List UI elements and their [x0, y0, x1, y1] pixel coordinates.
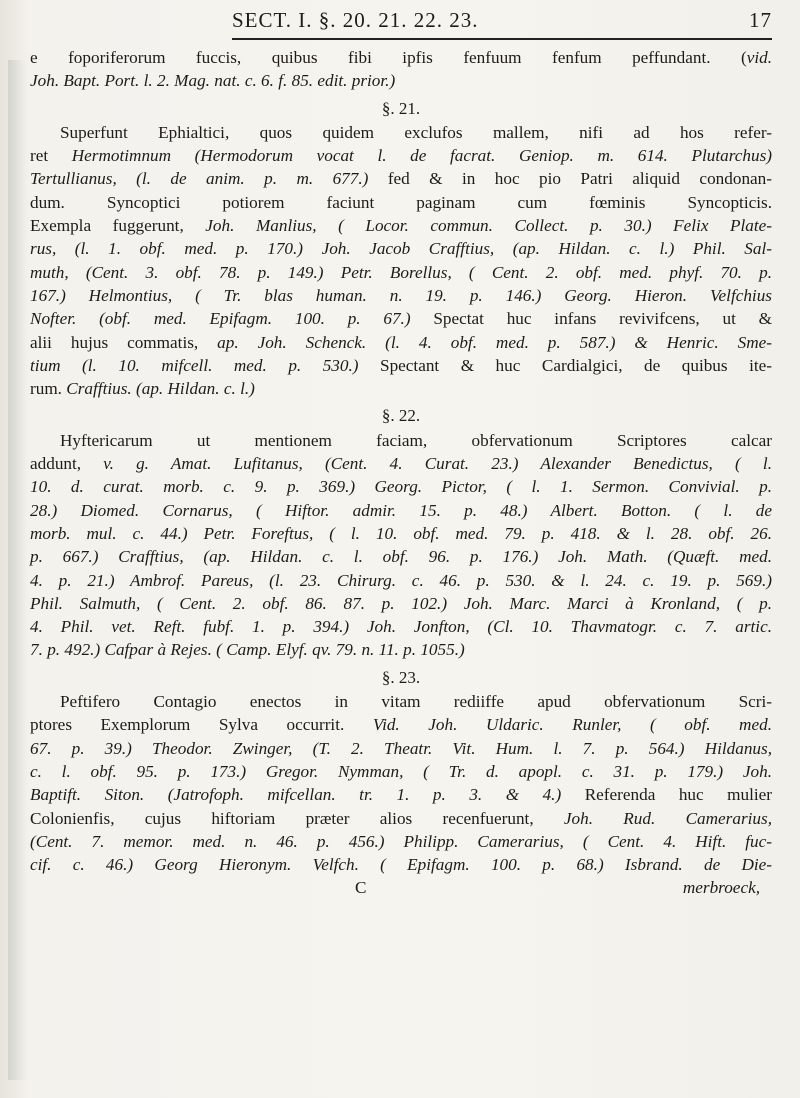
paragraph-21-line: dum. Syncoptici potiorem faciunt paginam cum fœminis Syncopticis. [30, 192, 772, 212]
section-heading-23: §. 23. [381, 667, 421, 687]
paragraph-21-line: rum. Crafftius. (ap. Hildan. c. l.) [30, 379, 255, 399]
paragraph-21-line: ret Hermotimnum (Hermodorum vocat l. de facrat. Geniop. m. 614. Plutarchus) [30, 146, 772, 166]
paragraph-23-line: Colonienfis, cujus hiftoriam præter alios recenfuerunt, Joh. Rud. Camerarius, [30, 808, 772, 828]
paragraph-22-line: 28.) Diomed. Cornarus, ( Hiftor. admir. 15. p. 48.) Albert. Botton. ( l. de [30, 500, 772, 520]
paragraph-21-line: Nofter. (obf. med. Epifagm. 100. p. 67.) Spectat huc infans revivifcens, ut & [30, 309, 772, 329]
paragraph-23-line: Peftifero Contagio enectos in vitam rediiffe apud obfervationum Scri- [60, 692, 772, 712]
intro-line-1: e foporiferorum fuccis, quibus fibi ipfis fenfuum fenfum peffundant. (vid. [30, 48, 772, 67]
paragraph-22-line: 4. p. 21.) Ambrof. Pareus, (l. 23. Chirurg. c. 46. p. 530. & l. 24. c. 19. p. 569.) [30, 570, 772, 590]
paragraph-22-line: morb. mul. c. 44.) Petr. Foreftus, ( l. 10. obf. med. 79. p. 418. & l. 28. obf. 26. [30, 523, 772, 543]
paragraph-21-line: Tertullianus, (l. de anim. p. m. 677.) fed & in hoc pio Patri aliquid condonan- [30, 169, 772, 189]
paragraph-22-line: 7. p. 492.) Cafpar à Rejes. ( Camp. Elyf. qv. 79. n. 11. p. 1055.) [30, 640, 465, 660]
page-bleed-shadow [8, 60, 26, 1080]
paragraph-22-line: addunt, v. g. Amat. Lufitanus, (Cent. 4. Curat. 23.) Alexander Benedictus, ( l. [30, 454, 772, 474]
paragraph-21-line: rus, (l. 1. obf. med. p. 170.) Joh. Jacob Crafftius, (ap. Hildan. c. l.) Phil. Sal- [30, 239, 772, 259]
paragraph-22-line: Hyftericarum ut mentionem faciam, obfervationum Scriptores calcar [60, 430, 772, 450]
catchword: merbroeck, [682, 878, 760, 898]
running-head: SECT. I. §. 20. 21. 22. 23. [232, 8, 479, 32]
signature-mark: C [355, 878, 367, 898]
header-rule [232, 38, 772, 40]
paragraph-21-line: tium (l. 10. mifcell. med. p. 530.) Spectant & huc Cardialgici, de quibus ite- [30, 355, 772, 375]
paragraph-23-line: 67. p. 39.) Theodor. Zwinger, (T. 2. Theatr. Vit. Hum. l. 7. p. 564.) Hildanus, [30, 738, 772, 758]
paragraph-21-line: Exempla fuggerunt, Joh. Manlius, ( Locor. commun. Collect. p. 30.) Felix Plate- [30, 216, 772, 236]
paragraph-21-line: Superfunt Ephialtici, quos quidem exclufos mallem, nifi ad hos refer- [60, 122, 772, 142]
paragraph-23-line: cif. c. 46.) Georg Hieronym. Velfch. ( Epifagm. 100. p. 68.) Isbrand. de Die- [30, 855, 772, 875]
paragraph-21-line: 167.) Helmontius, ( Tr. blas human. n. 19. p. 146.) Georg. Hieron. Velfchius [30, 285, 772, 305]
paragraph-23-line: c. l. obf. 95. p. 173.) Gregor. Nymman, ( Tr. d. apopl. c. 31. p. 179.) Joh. [30, 761, 772, 781]
paragraph-21-line: alii hujus commatis, ap. Joh. Schenck. (l. 4. obf. med. p. 587.) & Henric. Sme- [30, 332, 773, 352]
paragraph-23-line: Baptift. Siton. (Jatrofoph. mifcellan. tr. 1. p. 3. & 4.) Referenda huc mulier [30, 785, 772, 805]
text-body [30, 46, 772, 900]
page-header [232, 8, 772, 38]
paragraph-21-line: muth, (Cent. 3. obf. 78. p. 149.) Petr. Borellus, ( Cent. 2. obf. med. phyf. 70. p. [30, 262, 772, 282]
paragraph-22-line: 4. Phil. vet. Reft. fubf. 1. p. 394.) Joh. Jonfton, (Cl. 10. Thavmatogr. c. 7. artic. [30, 617, 772, 637]
section-heading-22: §. 22. [381, 406, 421, 426]
paragraph-22-line: 10. d. curat. morb. c. 9. p. 369.) Georg. Pictor, ( l. 1. Sermon. Convivial. p. [30, 477, 772, 497]
paragraph-22-line: p. 667.) Crafftius, (ap. Hildan. c. l. obf. 96. p. 176.) Joh. Math. (Quæft. med. [30, 547, 772, 567]
paragraph-23-line: ptores Exemplorum Sylva occurrit. Vid. Joh. Uldaric. Runler, ( obf. med. [30, 715, 772, 735]
paragraph-22-line: Phil. Salmuth, ( Cent. 2. obf. 86. 87. p. 102.) Joh. Marc. Marci à Kronland, ( p. [30, 593, 772, 613]
section-heading-21: §. 21. [381, 98, 421, 118]
page-number: 17 [749, 8, 772, 32]
catchword-line [30, 876, 772, 899]
paragraph-23-line: (Cent. 7. memor. med. n. 46. p. 456.) Philipp. Camerarius, ( Cent. 4. Hift. fuc- [30, 831, 772, 851]
intro-line-2: Joh. Bapt. Port. l. 2. Mag. nat. c. 6. f. 85. edit. prior.) [30, 71, 396, 91]
